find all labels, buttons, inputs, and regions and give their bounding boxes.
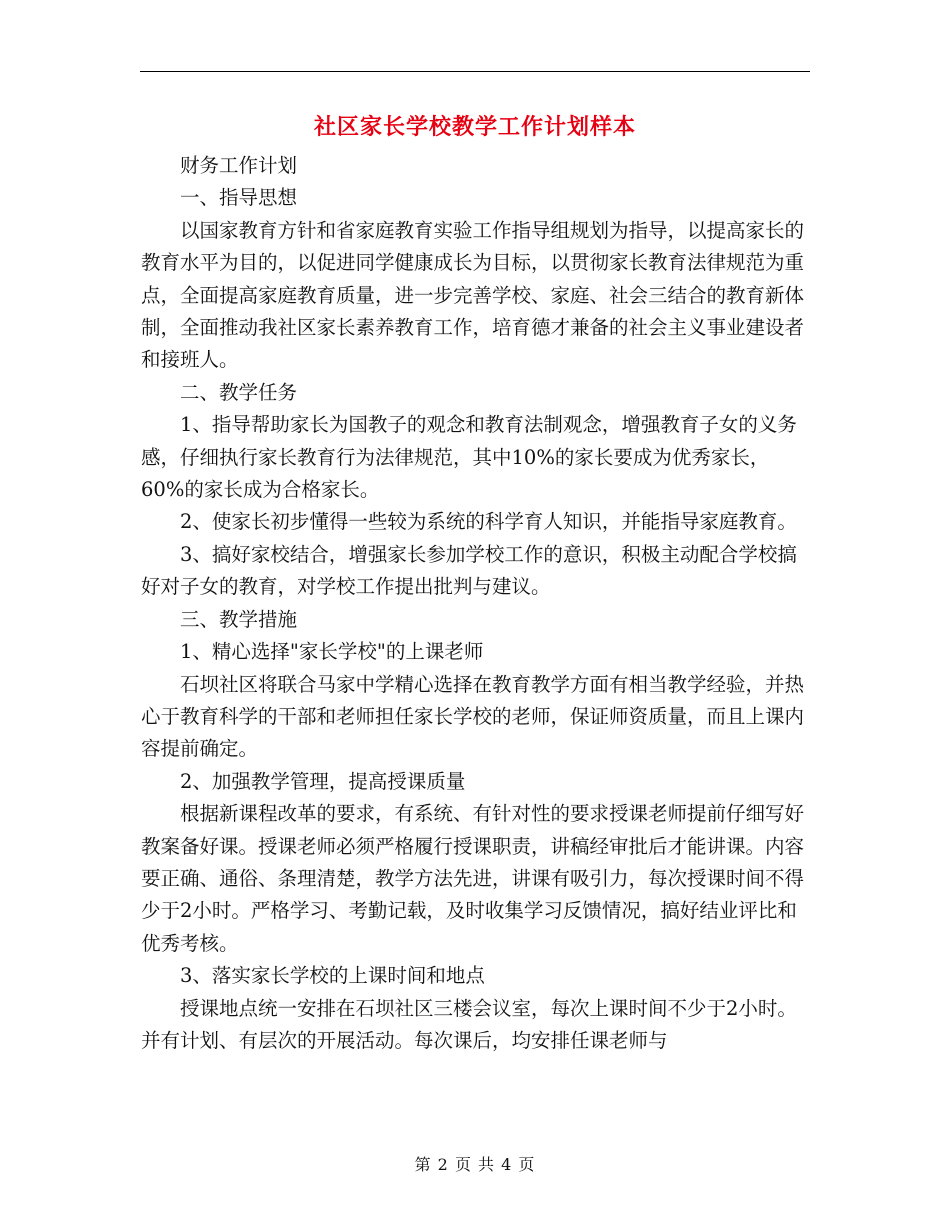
section-heading: 二、教学任务 xyxy=(180,380,298,404)
page-number: 第 2 页 共 4 页 xyxy=(414,1155,536,1174)
subsection-heading: 2、加强教学管理，提高授课质量 xyxy=(180,769,466,793)
paragraph: 1、指导帮助家长为国教子的观念和教育法制观念，增强教育子女的义务感，仔细执行家长教育行为法律规范，其中10%的家长要成为优秀家长，60%的家长成为合格家长。 xyxy=(141,413,797,502)
paragraph: 以国家教育方针和省家庭教育实验工作指导组规划为指导，以提高家长的教育水平为目的，以促进同学健康成长为目标，以贯彻家长教育法律规范为重点，全面提高家庭教育质量，进一步完善学校、家庭、社会三结合的教育新体制，全面推动我社区家长素养教育工作，培育德才兼备的社会主义事业建设者和接班人。 xyxy=(141,218,805,372)
header-rule xyxy=(140,71,810,72)
document-title: 社区家长学校教学工作计划样本 xyxy=(313,114,636,140)
section-heading: 三、教学措施 xyxy=(180,607,298,631)
paragraph: 根据新课程改革的要求，有系统、有针对性的要求授课老师提前仔细写好教案备好课。授课老师必须严格履行授课职责，讲稿经审批后才能讲课。内容要正确、通俗、条理清楚，教学方法先进，讲课有吸引力，每次授课时间不得少于2小时。严格学习、考勤记载，及时收集学习反馈情况，搞好结业评比和优秀考核。 xyxy=(141,802,805,955)
paragraph: 财务工作计划 xyxy=(180,154,298,177)
paragraph: 3、搞好家校结合，增强家长参加学校工作的意识，积极主动配合学校搞好对子女的教育，对学校工作提出批判与建议。 xyxy=(141,542,797,599)
section-heading: 一、指导思想 xyxy=(180,186,298,210)
subsection-heading: 3、落实家长学校的上课时间和地点 xyxy=(180,964,485,988)
paragraph: 石坝社区将联合马家中学精心选择在教育教学方面有相当教学经验，并热心于教育科学的干部和老师担任家长学校的老师，保证师资质量，而且上课内容提前确定。 xyxy=(141,672,805,761)
subsection-heading: 1、精心选择"家长学校"的上课老师 xyxy=(180,640,484,664)
document-body xyxy=(141,150,809,1057)
paragraph: 2、使家长初步懂得一些较为系统的科学育人知识，并能指导家庭教育。 xyxy=(180,510,797,534)
paragraph: 授课地点统一安排在石坝社区三楼会议室，每次上课时间不少于2小时。并有计划、有层次的开展活动。每次课后，均安排任课老师与 xyxy=(141,996,797,1052)
